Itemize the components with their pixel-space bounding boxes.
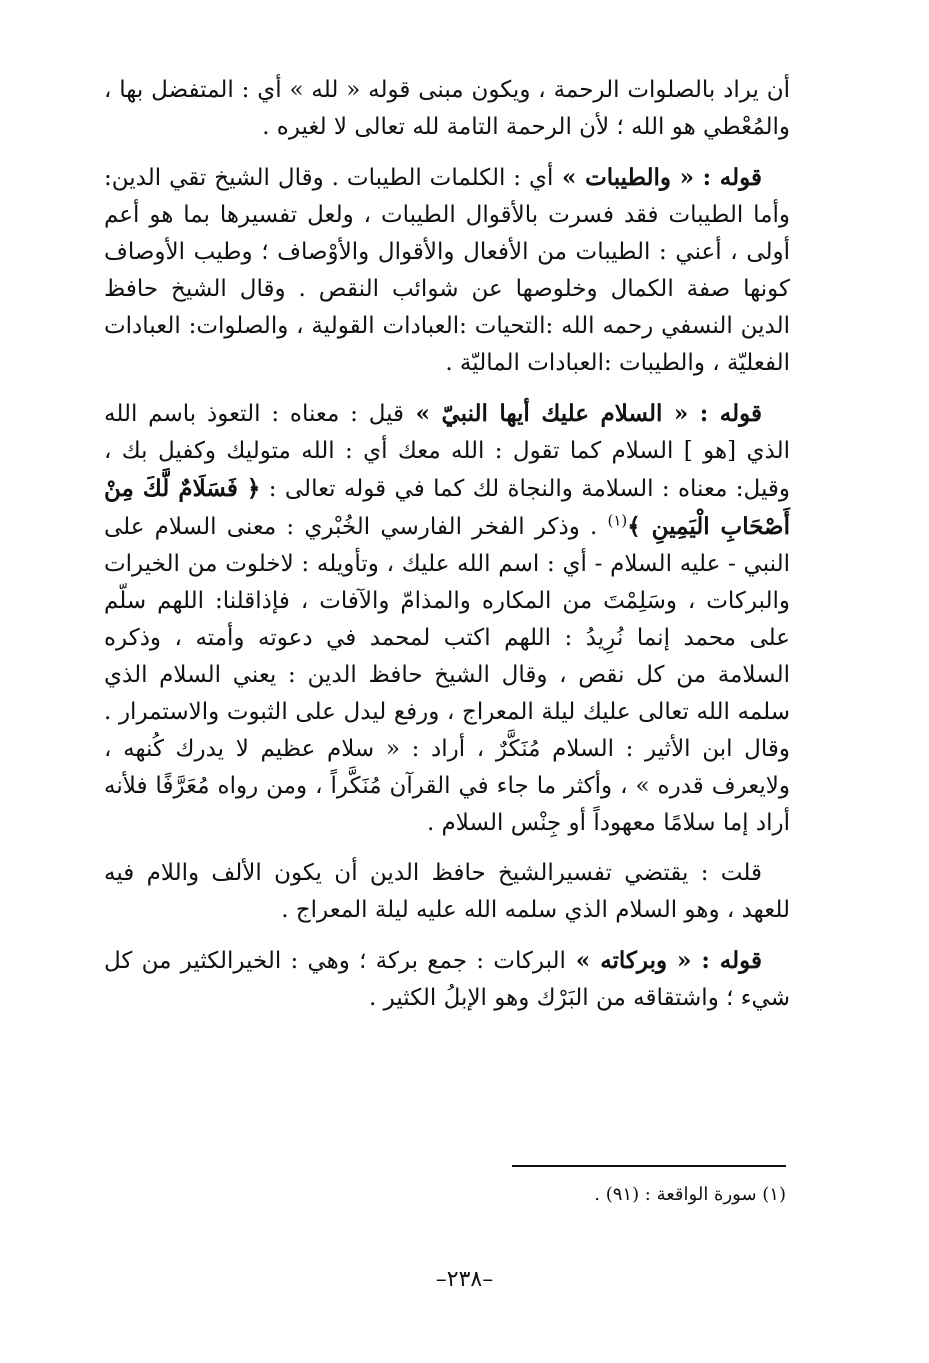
footnote-reference: (١) <box>607 511 628 530</box>
paragraph-2-line-6: العبادات الفعليّة ، والطيبات :العبادات الماليّة . <box>104 313 790 376</box>
paragraph-5-text: البركات : جمع بركة ؛ وهي : الخيرالكثير من كل شيء ؛ واشتقاقه من البَرْك وهو الإبلُ الكثير . <box>104 948 790 1011</box>
paragraph-3-text-after-verse: . وذكر الفخر الفارسي الخُبْري : معنى السلام على النبي - عليه السلام - أي : اسم الله عليك ، وتأويله : لاخلوت من الخيرات والبركات ، وسَلِمْتَ من المكاره والمذامّ والآفات ، فإذاقلنا: اللهم سلّم على محمد إنما نُرِيدُ : اللهم اكتب لمحمد في دعوته وأمته ، وذكره السلامة من كل نقص ، وقال الشيخ حافظ الدين : يعني السلام الذي سلمه الله تعالى عليك ليلة المعراج ، ورفع ليدل على الثبوت والاستمرار . وقال ابن الأثير : السلام مُنَكَّرٌ ، أراد : « سلام عظيم لا يدرك كُنهه ، ولايعرف قدره » ، وأكثر ما جاء في القرآن مُنَكَّراً ، ومن رواه مُعَرَّفًا فلأنه أراد إما سلامًا معهوداً أو جِنْس السلام . <box>104 514 790 836</box>
quran-verse: ﴿ فَسَلَامٌ لَّكَ مِنْ أَصْحَابِ الْيَمِينِ ﴾ <box>104 475 790 540</box>
paragraph-2-line-1: أي : الكلمات الطيبات . وقال الشيخ تقي الدين: <box>104 165 554 191</box>
footnote: (١) سورة الواقعة : (٩١) . <box>594 1184 786 1205</box>
footnote-separator <box>512 1165 786 1167</box>
paragraph-5 <box>104 942 790 1017</box>
body-text <box>104 72 790 1017</box>
paragraph-3-text-before-verse: قيل : معناه : التعوذ باسم الله الذي [هو ] السلام كما تقول : الله معك أي : الله متوليك وكفيل بك ، وقيل: معناه : السلامة والنجاة لك كما في قوله تعالى : <box>104 401 790 502</box>
paragraph-2-lead: قوله : « والطيبات » <box>553 164 763 191</box>
paragraph-4 <box>104 855 790 929</box>
paragraph-1-line-1: أن يراد بالصلوات الرحمة ، ويكون مبنى قوله « لله » أي : المتفضل بها ، <box>104 77 790 103</box>
paragraph-1 <box>104 72 790 146</box>
paragraph-2-line-4: الأوصاف كونها صفة الكمال وخلوصها عن شوائب النقص . وقال الشيخ <box>104 239 790 302</box>
paragraph-2-line-3: أولى ، أعني : الطيبات من الأفعال والأقوال والأوْصاف ؛ وطيب <box>193 239 790 265</box>
paragraph-2-line-5: حافظ الدين النسفي رحمه الله :التحيات :العبادات القولية ، والصلوات: <box>104 276 790 339</box>
paragraph-2 <box>104 159 790 382</box>
paragraph-3 <box>104 395 790 842</box>
page-number: –٢٣٨– <box>435 1267 494 1292</box>
paragraph-2-line-2: وأما الطيبات فقد فسرت بالأقوال الطيبات ، ولعل تفسيرها بما هو أعم <box>104 202 790 228</box>
paragraph-1-line-2: والمُعْطي هو الله ؛ لأن الرحمة التامة لله تعالى لا لغيره . <box>262 114 790 140</box>
paragraph-5-lead: قوله : « وبركاته » <box>565 947 762 974</box>
paragraph-3-lead: قوله : « السلام عليك أيها النبيّ » <box>404 400 763 427</box>
paragraph-4-text: قلت : يقتضي تفسيرالشيخ حافظ الدين أن يكون الألف واللام فيه للعهد ، وهو السلام الذي سلمه الله عليه ليلة المعراج . <box>104 860 790 923</box>
